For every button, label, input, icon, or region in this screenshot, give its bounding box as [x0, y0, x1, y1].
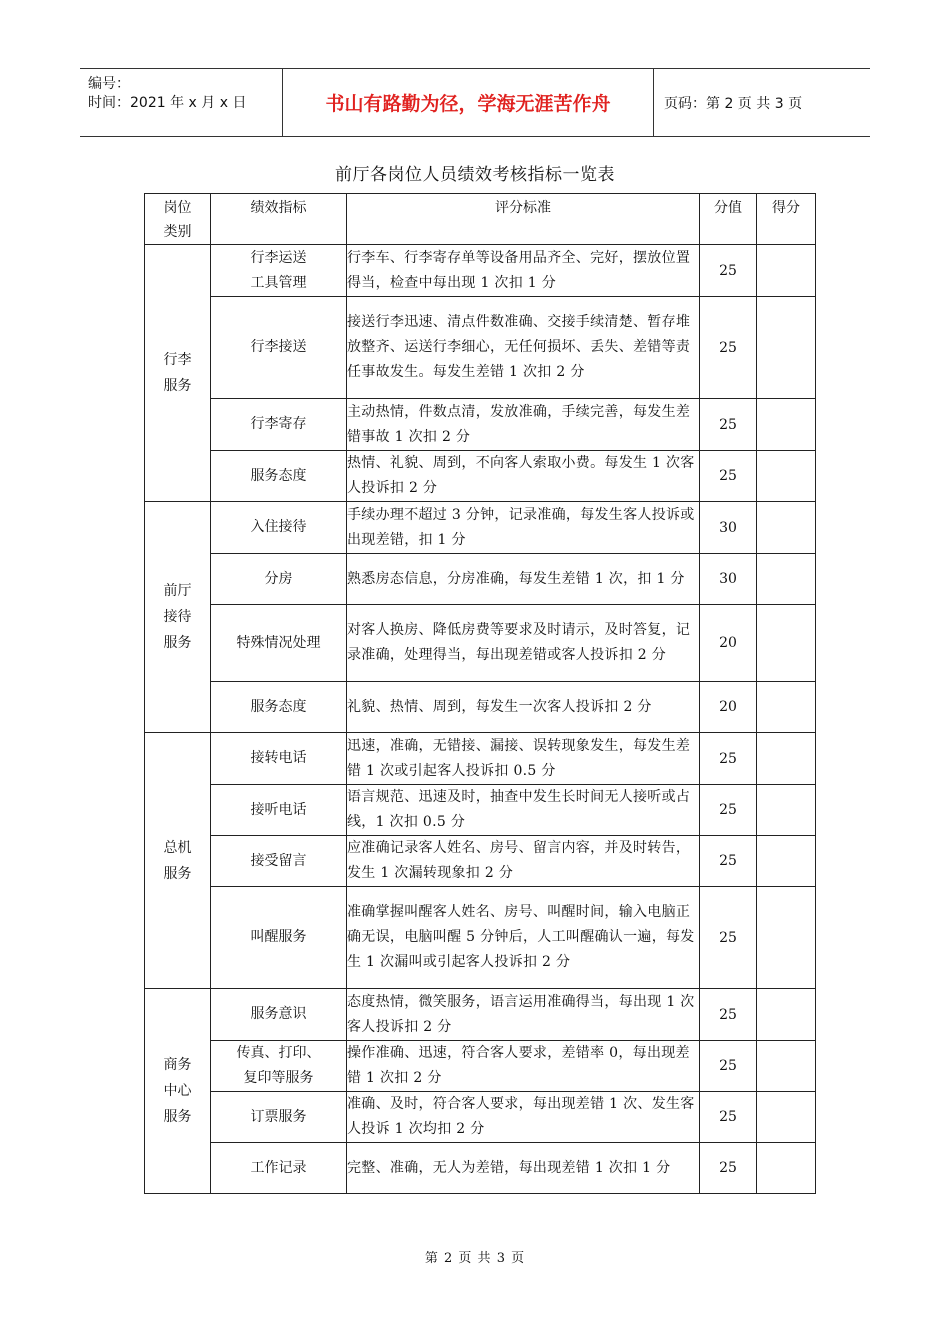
score-cell: 20	[700, 682, 757, 733]
score-cell: 25	[700, 989, 757, 1041]
criteria-cell: 接送行李迅速、清点件数准确、交接手续清楚、暂存堆放整齐、运送行李细心，无任何损坏、丢失、差错等责任事故发生。每发生差错 1 次扣 2 分	[347, 297, 700, 399]
indicator-cell: 分房	[211, 554, 347, 605]
indicator-cell: 行李运送 工具管理	[211, 245, 347, 297]
page-footer: 第 2 页 共 3 页	[424, 1251, 526, 1266]
obtained-cell[interactable]	[757, 245, 816, 297]
document-title: 前厅各岗位人员绩效考核指标一览表	[335, 165, 615, 185]
kpi-table	[144, 193, 816, 1194]
score-cell: 25	[700, 733, 757, 785]
header-motto: 书山有路勤为径，学海无涯苦作舟	[283, 69, 654, 136]
header-criteria: 评分标准	[347, 194, 700, 245]
criteria-cell: 热情、礼貌、周到，不向客人索取小费。每发生 1 次客人投诉扣 2 分	[347, 451, 700, 502]
criteria-cell: 行李车、行李寄存单等设备用品齐全、完好，摆放位置得当，检查中每出现 1 次扣 1 分	[347, 245, 700, 297]
score-cell: 25	[700, 245, 757, 297]
score-cell: 30	[700, 554, 757, 605]
obtained-cell[interactable]	[757, 399, 816, 451]
score-cell: 25	[700, 785, 757, 836]
score-cell: 20	[700, 605, 757, 682]
header-score: 分值	[700, 194, 757, 245]
obtained-cell[interactable]	[757, 451, 816, 502]
obtained-cell[interactable]	[757, 989, 816, 1041]
score-cell: 30	[700, 502, 757, 554]
header-meta-cell	[80, 69, 283, 136]
header-obtained: 得分	[757, 194, 816, 245]
header-page-number: 页码：第 2 页 共 3 页	[664, 95, 803, 112]
obtained-cell[interactable]	[757, 554, 816, 605]
category-cell: 商务 中心 服务	[145, 989, 211, 1194]
category-cell: 前厅 接待 服务	[145, 502, 211, 733]
criteria-cell: 手续办理不超过 3 分钟，记录准确，每发生客人投诉或出现差错，扣 1 分	[347, 502, 700, 554]
table-row	[145, 733, 816, 785]
criteria-cell: 操作准确、迅速，符合客人要求，差错率 0，每出现差错 1 次扣 2 分	[347, 1041, 700, 1092]
table-row	[145, 785, 816, 836]
category-cell: 行李 服务	[145, 245, 211, 502]
score-cell: 25	[700, 399, 757, 451]
indicator-cell: 入住接待	[211, 502, 347, 554]
obtained-cell[interactable]	[757, 785, 816, 836]
table-row	[145, 451, 816, 502]
table-row	[145, 554, 816, 605]
indicator-cell: 行李寄存	[211, 399, 347, 451]
criteria-cell: 熟悉房态信息，分房准确，每发生差错 1 次，扣 1 分	[347, 554, 700, 605]
table-row	[145, 989, 816, 1041]
criteria-cell: 准确、及时，符合客人要求，每出现差错 1 次、发生客人投诉 1 次均扣 2 分	[347, 1092, 700, 1143]
criteria-cell: 应准确记录客人姓名、房号、留言内容，并及时转告，发生 1 次漏转现象扣 2 分	[347, 836, 700, 887]
criteria-cell: 完整、准确，无人为差错，每出现差错 1 次扣 1 分	[347, 1143, 700, 1194]
header-category	[145, 194, 211, 245]
criteria-cell: 迅速，准确，无错接、漏接、误转现象发生，每发生差错 1 次或引起客人投诉扣 0.5 分	[347, 733, 700, 785]
indicator-cell: 接转电话	[211, 733, 347, 785]
indicator-cell: 接受留言	[211, 836, 347, 887]
obtained-cell[interactable]	[757, 733, 816, 785]
criteria-cell: 准确掌握叫醒客人姓名、房号、叫醒时间，输入电脑正确无误，电脑叫醒 5 分钟后，人工叫醒确认一遍，每发生 1 次漏叫或引起客人投诉扣 2 分	[347, 887, 700, 989]
score-cell: 25	[700, 1092, 757, 1143]
indicator-cell: 传真、打印、 复印等服务	[211, 1041, 347, 1092]
table-row	[145, 1041, 816, 1092]
criteria-cell: 语言规范、迅速及时，抽查中发生长时间无人接听或占线，1 次扣 0.5 分	[347, 785, 700, 836]
obtained-cell[interactable]	[757, 502, 816, 554]
criteria-cell: 主动热情，件数点清，发放准确，手续完善，每发生差错事故 1 次扣 2 分	[347, 399, 700, 451]
criteria-cell: 对客人换房、降低房费等要求及时请示，及时答复，记录准确，处理得当，每出现差错或客人投诉扣 2 分	[347, 605, 700, 682]
obtained-cell[interactable]	[757, 836, 816, 887]
document-code-label: 编号：	[88, 76, 130, 92]
indicator-cell: 行李接送	[211, 297, 347, 399]
obtained-cell[interactable]	[757, 682, 816, 733]
score-cell: 25	[700, 297, 757, 399]
indicator-cell: 工作记录	[211, 1143, 347, 1194]
header-indicator: 绩效指标	[211, 194, 347, 245]
indicator-cell: 订票服务	[211, 1092, 347, 1143]
page-header	[80, 68, 870, 137]
table-header-row	[145, 194, 816, 245]
score-cell: 25	[700, 1041, 757, 1092]
obtained-cell[interactable]	[757, 1092, 816, 1143]
indicator-cell: 服务意识	[211, 989, 347, 1041]
criteria-cell: 态度热情，微笑服务，语言运用准确得当，每出现 1 次客人投诉扣 2 分	[347, 989, 700, 1041]
obtained-cell[interactable]	[757, 605, 816, 682]
obtained-cell[interactable]	[757, 887, 816, 989]
table-row	[145, 682, 816, 733]
score-cell: 25	[700, 1143, 757, 1194]
document-date-label: 时间：2021 年 x 月 x 日	[88, 95, 247, 111]
table-row	[145, 502, 816, 554]
table-row	[145, 297, 816, 399]
obtained-cell[interactable]	[757, 297, 816, 399]
table-row	[145, 836, 816, 887]
indicator-cell: 叫醒服务	[211, 887, 347, 989]
table-row	[145, 245, 816, 297]
header-category-label: 岗位 类别	[163, 200, 192, 240]
table-row	[145, 605, 816, 682]
indicator-cell: 服务态度	[211, 451, 347, 502]
obtained-cell[interactable]	[757, 1041, 816, 1092]
table-row	[145, 887, 816, 989]
score-cell: 25	[700, 887, 757, 989]
criteria-cell: 礼貌、热情、周到，每发生一次客人投诉扣 2 分	[347, 682, 700, 733]
indicator-cell: 特殊情况处理	[211, 605, 347, 682]
indicator-cell: 服务态度	[211, 682, 347, 733]
category-cell: 总机 服务	[145, 733, 211, 989]
table-row	[145, 1092, 816, 1143]
table-row	[145, 399, 816, 451]
score-cell: 25	[700, 451, 757, 502]
obtained-cell[interactable]	[757, 1143, 816, 1194]
indicator-cell: 接听电话	[211, 785, 347, 836]
score-cell: 25	[700, 836, 757, 887]
table-row	[145, 1143, 816, 1194]
